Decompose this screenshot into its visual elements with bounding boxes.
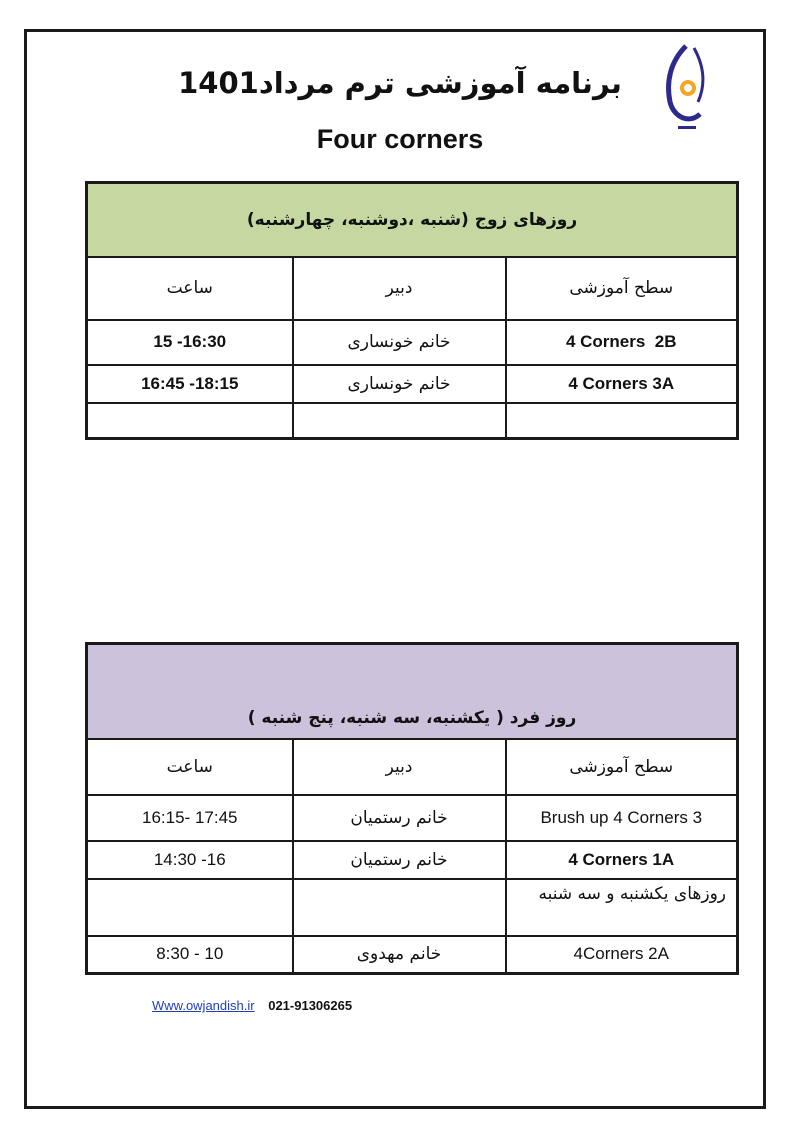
level-column-header: سطح آموزشی: [506, 739, 738, 795]
teacher-cell: خانم مهدوی: [293, 936, 506, 974]
teacher-cell: [293, 879, 506, 936]
level-cell: 4 Corners 1A: [506, 841, 738, 879]
table-row: [87, 403, 738, 439]
table-row: [87, 879, 738, 936]
time-cell: 15 -16:30: [87, 320, 293, 365]
table-header-row: [87, 183, 738, 257]
level-cell: [506, 403, 738, 439]
even-days-table: [85, 181, 739, 440]
even-days-heading: روزهای زوج (شنبه ،دوشنبه، چهارشنبه): [87, 183, 738, 257]
time-cell: [87, 879, 293, 936]
table-row: [87, 320, 738, 365]
teacher-cell: خانم خونساری: [293, 320, 506, 365]
teacher-cell: خانم خونساری: [293, 365, 506, 403]
level-cell: Brush up 4 Corners 3: [506, 795, 738, 841]
table-row: [87, 795, 738, 841]
teacher-column-header: دبیر: [293, 739, 506, 795]
teacher-cell: خانم رستمیان: [293, 795, 506, 841]
teacher-column-header: دبیر: [293, 257, 506, 320]
phone-number: 021-91306265: [268, 998, 353, 1013]
table-row: [87, 365, 738, 403]
level-cell: 4 Corners 3A: [506, 365, 738, 403]
level-cell: 4 Corners 2B: [506, 320, 738, 365]
table-row: [87, 936, 738, 974]
column-header-row: [87, 739, 738, 795]
time-column-header: ساعت: [87, 257, 293, 320]
time-cell: 14:30 -16: [87, 841, 293, 879]
odd-days-heading: روز فرد ( یکشنبه، سه شنبه، پنج شنبه ): [87, 644, 738, 739]
time-column-header: ساعت: [87, 739, 293, 795]
teacher-cell: [293, 403, 506, 439]
column-header-row: [87, 257, 738, 320]
time-cell: [87, 403, 293, 439]
table-row: [87, 841, 738, 879]
footer: [152, 998, 352, 1013]
time-cell: 8:30 - 10: [87, 936, 293, 974]
page-title: برنامه آموزشی ترم مرداد1401: [178, 66, 622, 100]
page-subtitle: Four corners: [316, 124, 484, 154]
level-cell: 4Corners 2A: [506, 936, 738, 974]
time-cell: 16:15- 17:45: [87, 795, 293, 841]
level-note-cell: روزهای یکشنبه و سه شنبه: [506, 879, 738, 936]
odd-days-table: [85, 642, 739, 975]
table-header-row: [87, 644, 738, 739]
time-cell: 16:45 -18:15: [87, 365, 293, 403]
level-column-header: سطح آموزشی: [506, 257, 738, 320]
website-link[interactable]: Www.owjandish.ir: [152, 998, 255, 1013]
teacher-cell: خانم رستمیان: [293, 841, 506, 879]
